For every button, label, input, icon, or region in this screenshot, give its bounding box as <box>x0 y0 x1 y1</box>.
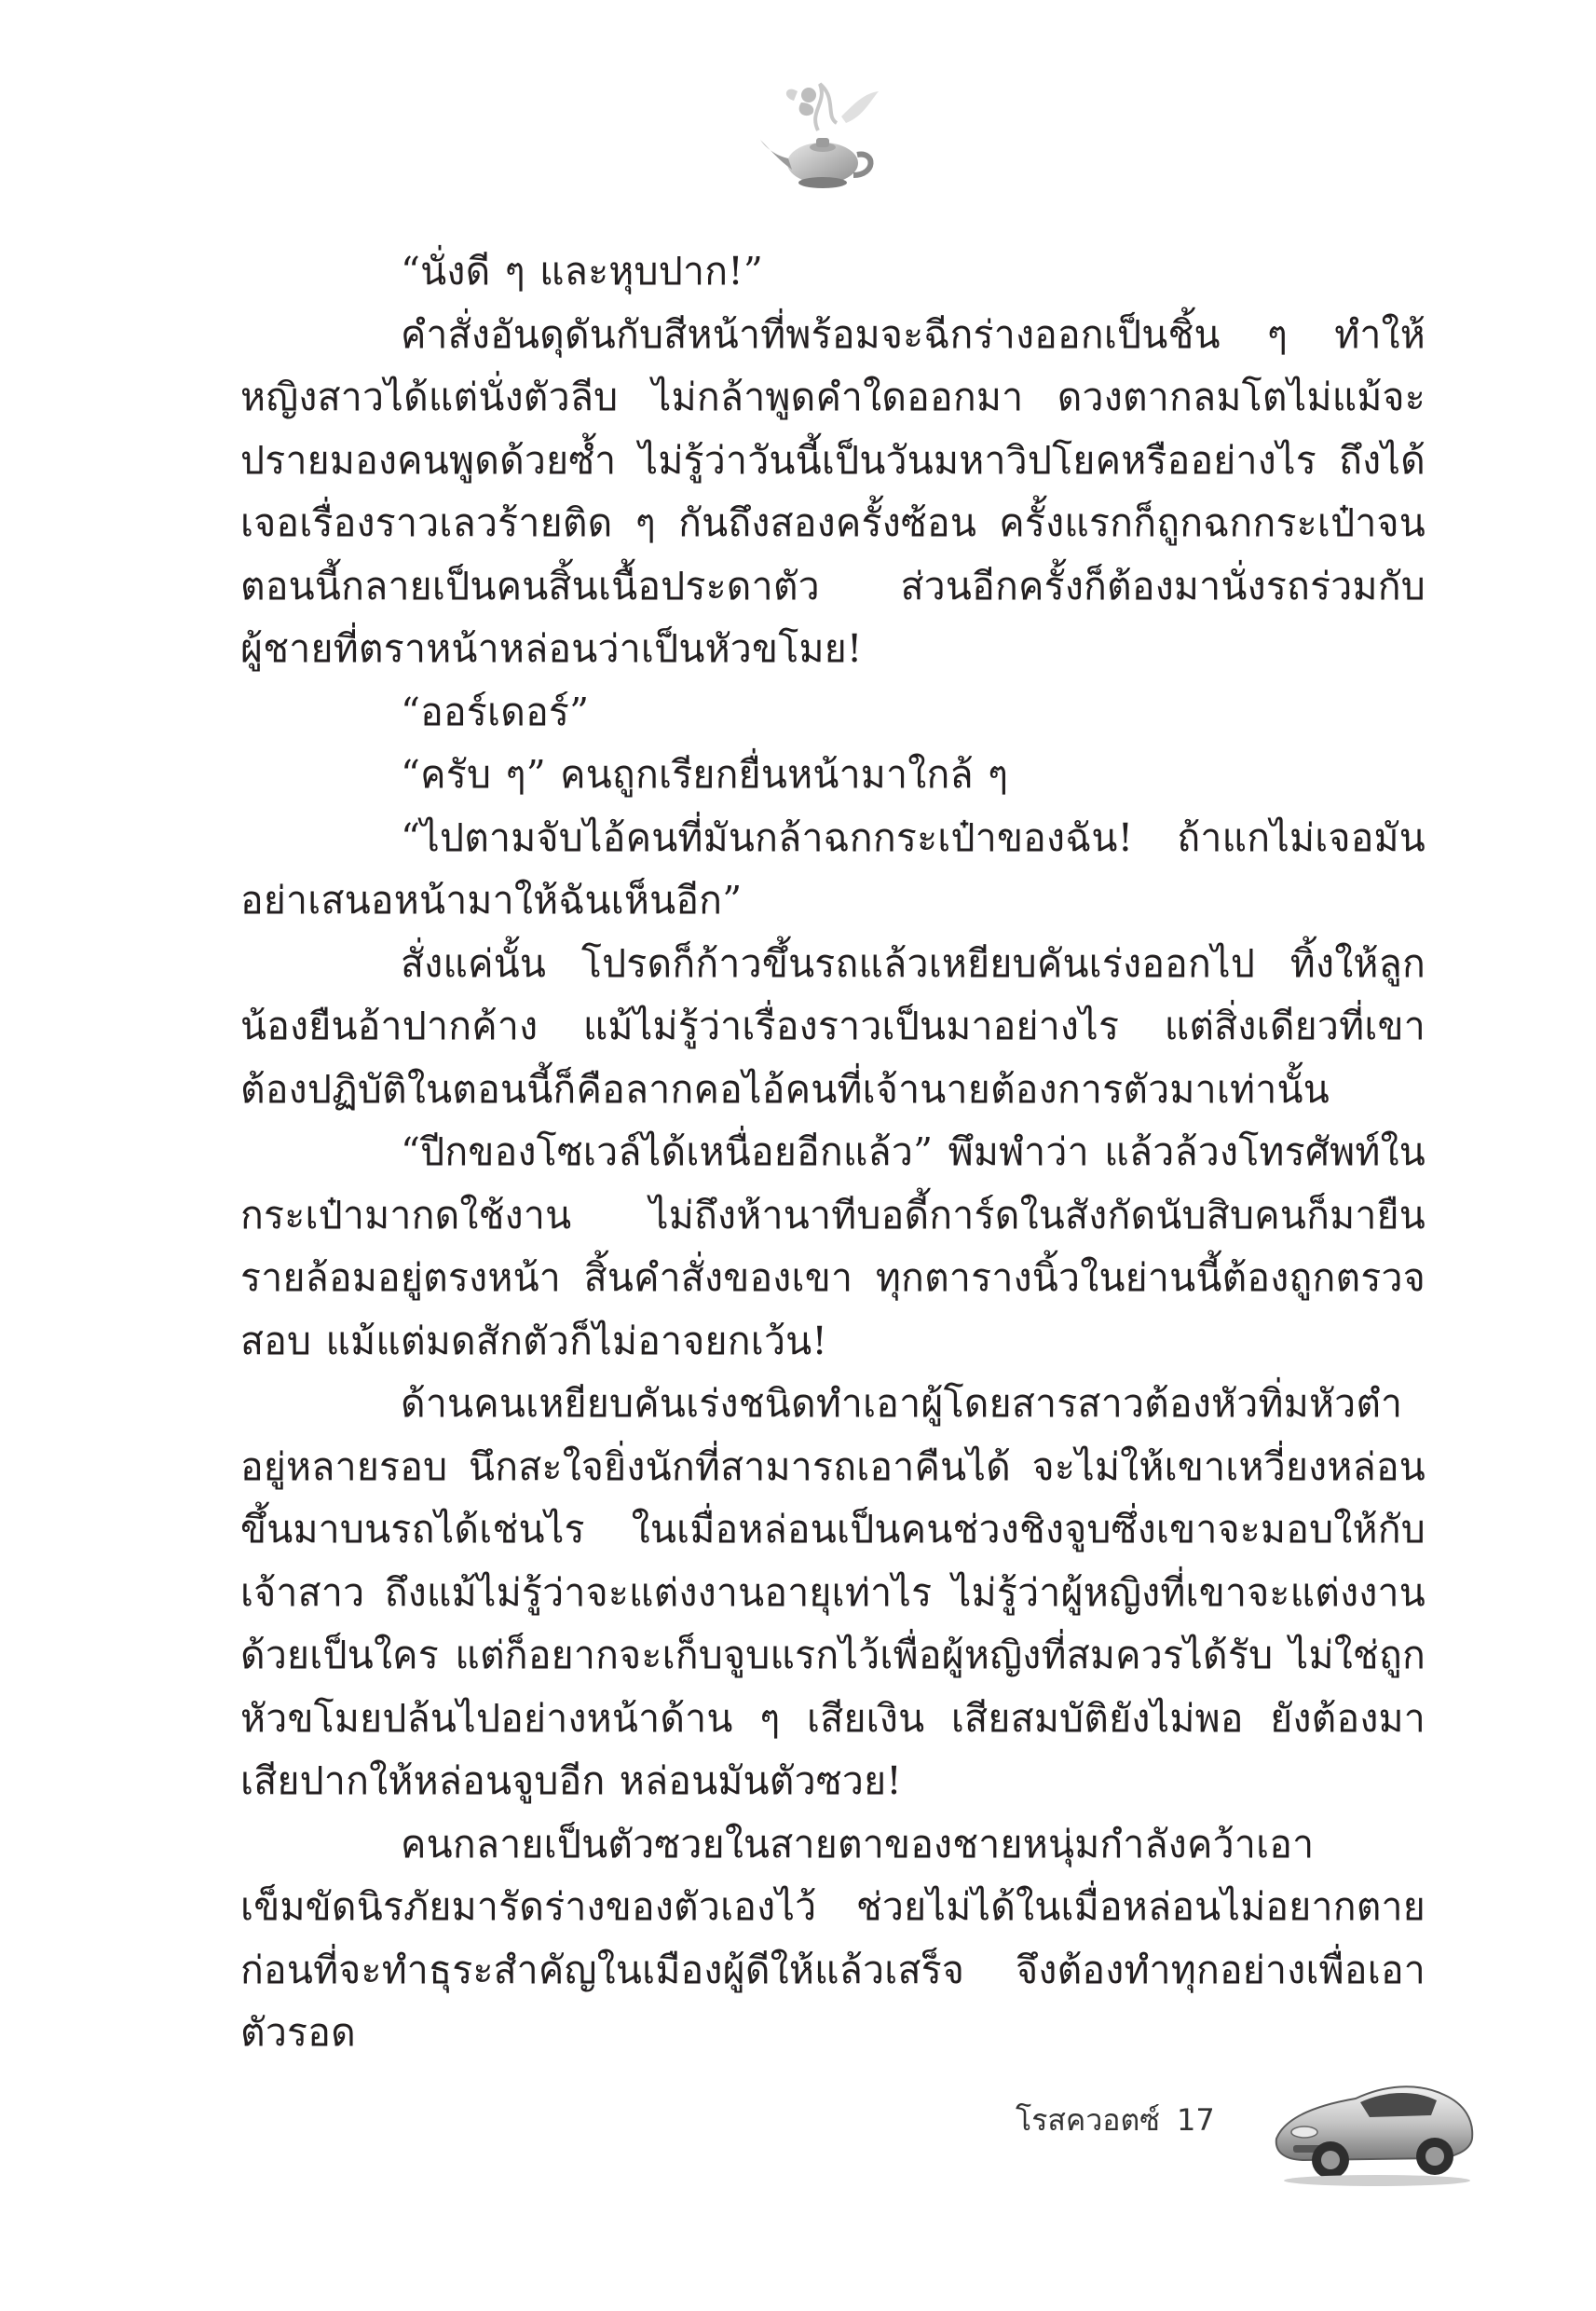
paragraph: ด้านคนเหยียบคันเร่งชนิดทำเอาผู้โดยสารสาวต้องหัวทิ่มหัวตำอยู่หลายรอบ นึกสะใจยิ่งนักที่สามารถเอาคืนได้ จะไม่ให้เขาเหวี่ยงหล่อนขึ้นมาบนรถได้เช่นไร ในเมื่อหล่อนเป็นคนช่วงชิงจูบซึ่งเขาจะมอบให้กับเจ้าสาว ถึงแม้ไม่รู้ว่าจะแต่งงานอายุเท่าไร ไม่รู้ว่าผู้หญิงที่เขาจะแต่งงานด้วยเป็นใคร แต่ก็อยากจะเก็บจูบแรกไว้เพื่อผู้หญิงที่สมควรได้รับ ไม่ใช่ถูกหัวขโมยปล้นไปอย่างหน้าด้าน ๆ เสียเงิน เสียสมบัติยังไม่พอ ยังต้องมาเสียปากให้หล่อนจูบอีก หล่อนมันตัวซวย! <box>240 1381 1425 1803</box>
body-text <box>240 240 1425 2065</box>
page-footer <box>1016 2101 1232 2139</box>
paragraph: “ไปตามจับไอ้คนที่มันกล้าฉกกระเป๋าของฉัน! ถ้าแกไม่เจอมันอย่าเสนอหน้ามาให้ฉันเห็นอีก” <box>240 814 1425 923</box>
sports-car-icon <box>1267 2050 1481 2190</box>
angel-teapot-icon <box>753 65 893 205</box>
paragraph: “ปีกของโซเวล์ได้เหนื่อยอีกแล้ว” พึมพำว่า แล้วล้วงโทรศัพท์ในกระเป๋ามากดใช้งาน ไม่ถึงห้านาทีบอดี้การ์ดในสังกัดนับสิบคนก็มายืนรายล้อมอยู่ตรงหน้า สิ้นคำสั่งของเขา ทุกตารางนิ้วในย่านนี้ต้องถูกตรวจสอบ แม้แต่มดสักตัวก็ไม่อาจยกเว้น! <box>240 1129 1425 1363</box>
paragraph: “ออร์เดอร์” <box>401 689 590 734</box>
paragraph: สั่งแค่นั้น โปรดก็ก้าวขึ้นรถแล้วเหยียบคันเร่งออกไป ทิ้งให้ลูกน้องยืนอ้าปากค้าง แม้ไม่รู้ว่าเรื่องราวเป็นมาอย่างไร แต่สิ่งเดียวที่เขาต้องปฏิบัติในตอนนี้ก็คือลากคอไอ้คนที่เจ้านายต้องการตัวมาเท่านั้น <box>240 940 1425 1112</box>
paragraph: คนกลายเป็นตัวซวยในสายตาของชายหนุ่มกำลังคว้าเอาเข็มขัดนิรภัยมารัดร่างของตัวเองไว้ ช่วยไม่ได้ในเมื่อหล่อนไม่อยากตายก่อนที่จะทำธุระสำคัญในเมืองผู้ดีให้แล้วเสร็จ จึงต้องทำทุกอย่างเพื่อเอาตัวรอด <box>240 1821 1425 2055</box>
paragraph: คำสั่งอันดุดันกับสีหน้าที่พร้อมจะฉีกร่างออกเป็นชิ้น ๆ ทำให้หญิงสาวได้แต่นั่งตัวลีบ ไม่กล้าพูดคำใดออกมา ดวงตากลมโตไม่แม้จะปรายมองคนพูดด้วยซ้ำ ไม่รู้ว่าวันนี้เป็นวันมหาวิปโยคหรืออย่างไร ถึงได้เจอเรื่องราวเลวร้ายติด ๆ กันถึงสองครั้งซ้อน ครั้งแรกก็ถูกฉกกระเป๋าจนตอนนี้กลายเป็นคนสิ้นเนื้อประดาตัว ส่วนอีกครั้งก็ต้องมานั่งรถร่วมกับผู้ชายที่ตราหน้าหล่อนว่าเป็นหัวขโมย! <box>240 311 1425 671</box>
book-title: โรสควอตซ์ <box>1016 2102 1160 2138</box>
paragraph: “ครับ ๆ” คนถูกเรียกยื่นหน้ามาใกล้ ๆ <box>401 752 1009 797</box>
page-number: 17 <box>1177 2102 1215 2138</box>
paragraph: “นั่งดี ๆ และหุบปาก!” <box>401 249 764 294</box>
